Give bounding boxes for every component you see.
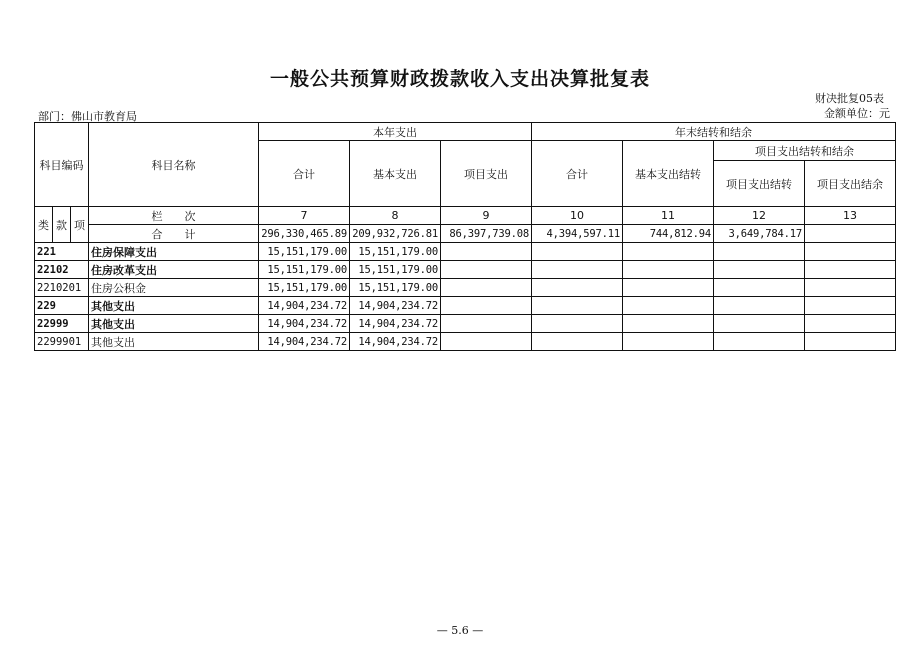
header-year-end-balance: 年末结转和结余 (532, 123, 896, 141)
row-total: 14,904,234.72 (259, 297, 350, 315)
header-xiang: 项 (71, 207, 89, 243)
header-kuan: 款 (53, 207, 71, 243)
row-name: 住房保障支出 (89, 243, 259, 261)
total-cell: 744,812.94 (623, 225, 714, 243)
header-total-2: 合计 (532, 141, 623, 207)
header-project-expense: 项目支出 (441, 141, 532, 207)
header-project-balance: 项目支出结余 (805, 161, 896, 207)
header-project-carry-and-balance: 项目支出结转和结余 (714, 141, 896, 161)
row-total: 15,151,179.00 (259, 279, 350, 297)
row-code: 22999 (35, 315, 89, 333)
row-total: 15,151,179.00 (259, 261, 350, 279)
column-number: 12 (714, 207, 805, 225)
row-code: 22102 (35, 261, 89, 279)
form-id: 财决批复05表 (815, 92, 884, 105)
table-row (35, 243, 896, 261)
row-name: 住房改革支出 (89, 261, 259, 279)
table-row (35, 261, 896, 279)
row-code: 2210201 (35, 279, 89, 297)
column-number: 13 (805, 207, 896, 225)
row-total: 14,904,234.72 (259, 333, 350, 351)
column-number: 10 (532, 207, 623, 225)
row-total: 15,151,179.00 (259, 243, 350, 261)
table-row (35, 297, 896, 315)
row-total: 14,904,234.72 (259, 315, 350, 333)
header-project-carryover: 项目支出结转 (714, 161, 805, 207)
total-cell: 3,649,784.17 (714, 225, 805, 243)
column-number: 9 (441, 207, 532, 225)
header-total: 合计 (259, 141, 350, 207)
header-basic-carryover: 基本支出结转 (623, 141, 714, 207)
total-cell: 209,932,726.81 (350, 225, 441, 243)
header-current-year-expense: 本年支出 (259, 123, 532, 141)
row-name: 其他支出 (89, 297, 259, 315)
header-lei: 类 (35, 207, 53, 243)
row-basic: 15,151,179.00 (350, 261, 441, 279)
row-code: 221 (35, 243, 89, 261)
total-cell (805, 225, 896, 243)
row-basic: 14,904,234.72 (350, 297, 441, 315)
department-label: 部门：佛山市教育局 (38, 110, 137, 123)
row-name: 其他支出 (89, 315, 259, 333)
total-cell: 296,330,465.89 (259, 225, 350, 243)
report-title: 一般公共预算财政拨款收入支出决算批复表 (269, 68, 650, 90)
amount-unit: 金额单位：元 (824, 107, 890, 120)
table-row (35, 279, 896, 297)
total-cell: 86,397,739.08 (441, 225, 532, 243)
row-basic: 14,904,234.72 (350, 333, 441, 351)
row-name: 住房公积金 (89, 279, 259, 297)
header-subject-name: 科目名称 (89, 123, 259, 207)
header-subject-code: 科目编码 (35, 123, 89, 207)
grand-total-label: 合 计 (89, 225, 259, 243)
column-number: 11 (623, 207, 714, 225)
total-cell: 4,394,597.11 (532, 225, 623, 243)
column-number: 7 (259, 207, 350, 225)
table-row (35, 333, 896, 351)
column-index-label: 栏 次 (89, 207, 259, 225)
page-number: — 5.6 — (436, 624, 484, 637)
column-number: 8 (350, 207, 441, 225)
row-basic: 15,151,179.00 (350, 279, 441, 297)
row-basic: 15,151,179.00 (350, 243, 441, 261)
row-name: 其他支出 (89, 333, 259, 351)
header-basic-expense: 基本支出 (350, 141, 441, 207)
row-code: 2299901 (35, 333, 89, 351)
approval-table (34, 122, 896, 351)
table-row (35, 315, 896, 333)
row-basic: 14,904,234.72 (350, 315, 441, 333)
row-code: 229 (35, 297, 89, 315)
